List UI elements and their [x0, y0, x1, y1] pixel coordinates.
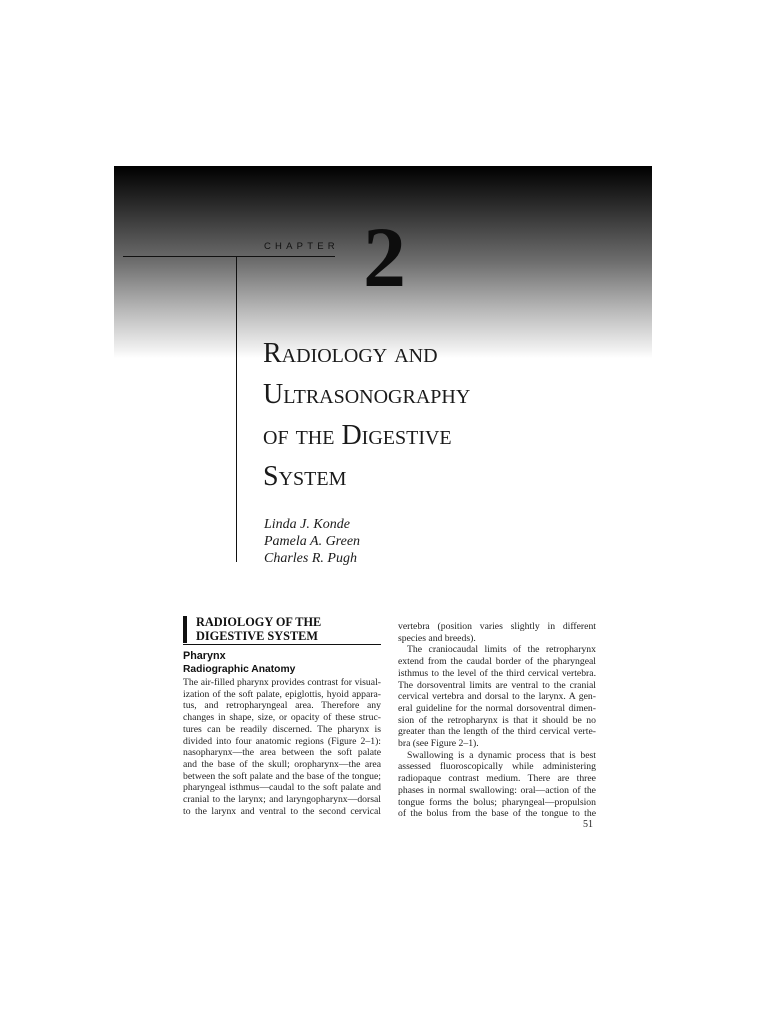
section-heading-box [183, 614, 381, 646]
chapter-title [263, 333, 653, 497]
text-line: to the larynx and ventral to the second cervical [183, 805, 381, 817]
text-line: nasopharynx—the area between the soft palate [183, 747, 381, 759]
text-line: The dorsoventral limits are ventral to the cranial [398, 679, 596, 691]
section-heading-line: RADIOLOGY OF THE [196, 615, 322, 629]
text-line: tures can be readily discerned. The pharynx is [183, 723, 381, 735]
text-line: radiopaque contrast medium. There are three [398, 773, 596, 785]
text-line: tongue forms the bolus; pharyngeal—propulsion [398, 796, 596, 808]
section-heading-line: DIGESTIVE SYSTEM [196, 629, 318, 643]
text-line: divided into four anatomic regions (Figure 2–1): [183, 735, 381, 747]
text-line: of the bolus from the base of the tongue to the [398, 808, 596, 820]
text-line: changes in shape, size, or opacity of these struc- [183, 712, 381, 724]
text-line: phases in normal swallowing: oral—action of the [398, 784, 596, 796]
author-name: Charles R. Pugh [264, 551, 357, 566]
chapter-horizontal-rule [123, 256, 335, 257]
chapter-number: 2 [363, 209, 406, 305]
chapter-title-line: Ultrasonography [263, 379, 471, 410]
text-line: greater than the length of the third cervical verte- [398, 726, 596, 738]
text-line: ization of the soft palate, epiglottis, hyoid appara- [183, 688, 381, 700]
text-line: cranial to the larynx; and laryngopharynx—dorsal [183, 794, 381, 806]
text-line: vertebra (position varies slightly in different [398, 621, 596, 632]
chapter-title-line: of the Digestive [263, 420, 452, 451]
section-heading-bar [183, 616, 187, 643]
text-line: Swallowing is a dynamic process that is best [407, 749, 596, 761]
subheading-pharynx: Pharynx [183, 650, 226, 662]
text-line: species and breeds). [398, 632, 476, 644]
right-text-column [398, 621, 596, 820]
chapter-title-line: System [263, 461, 347, 492]
text-line: The air-filled pharynx provides contrast for visual- [183, 677, 381, 688]
chapter-vertical-rule [236, 256, 237, 562]
chapter-title-line: Radiology and [263, 338, 438, 369]
section-heading [196, 615, 321, 643]
left-text-column [183, 614, 381, 817]
text-line: bra (see Figure 2–1). [398, 738, 479, 750]
author-name: Pamela A. Green [264, 534, 361, 549]
text-line: tus, and retropharyngeal area. Therefore any [183, 700, 381, 712]
text-line: between the soft palate and the base of the tongue; [183, 770, 381, 782]
text-line: cervical vertebra and dorsal to the larynx. A gen- [398, 691, 596, 703]
text-line: isthmus to the level of the third cervical vertebra. [398, 667, 596, 679]
author-name: Linda J. Konde [264, 517, 350, 532]
subheading-radiographic-anatomy: Radiographic Anatomy [183, 664, 296, 675]
text-line: The craniocaudal limits of the retropharynx [407, 644, 596, 656]
text-line: eral guideline for the normal dorsoventral dimen- [398, 702, 596, 714]
text-line: and the base of the skull; oropharynx—the area [183, 758, 381, 770]
text-line: pharyngeal isthmus—caudal to the soft palate and [183, 782, 381, 794]
section-heading-rule [183, 644, 381, 645]
chapter-label: CHAPTER [264, 241, 339, 252]
author-list [264, 516, 360, 567]
text-line: assessed fluoroscopically while administering [398, 761, 596, 773]
page-number: 51 [583, 819, 593, 830]
text-line: sion of the retropharynx is that it should be no [398, 714, 596, 726]
text-line: extend from the caudal border of the pharyngeal [398, 656, 596, 668]
body-paragraph [183, 677, 381, 817]
